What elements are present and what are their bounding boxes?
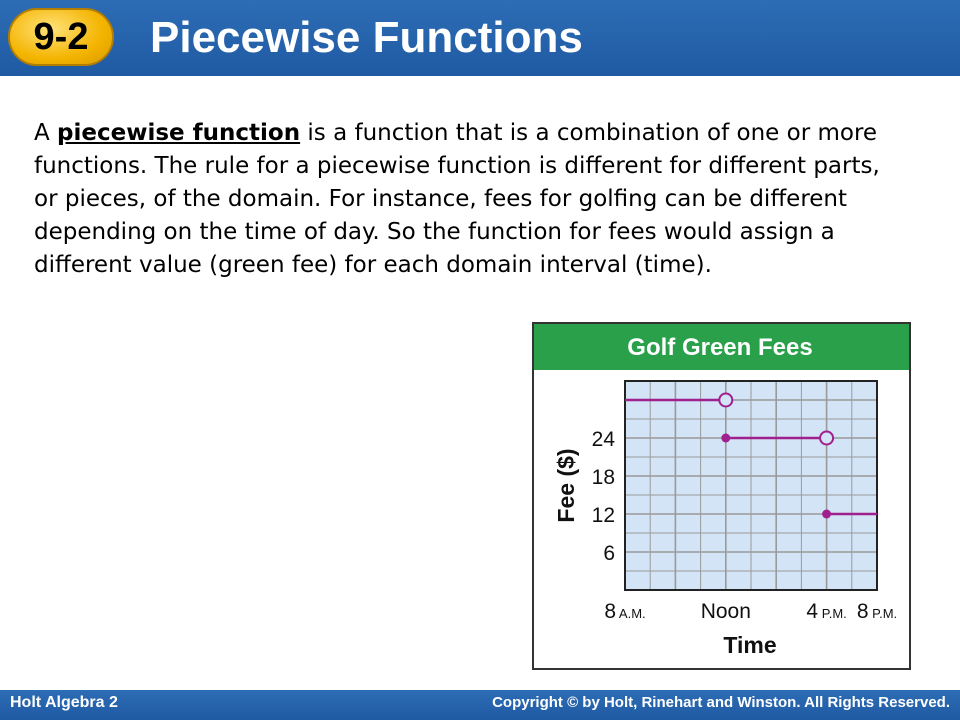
intro-paragraph [34,117,884,282]
lesson-badge [8,8,114,66]
y-tick-label: 24 [591,428,615,451]
open-endpoint [719,394,732,407]
vocabulary-term: piecewise function [57,120,301,146]
intro-start: A [34,120,58,146]
x-tick-label: 8 A.M. [604,600,646,623]
y-tick-label: 12 [591,504,615,527]
chart-title: Golf Green Fees [627,334,813,361]
x-tick-label: 8 P.M. [856,600,898,623]
lesson-number: 9-2 [33,16,89,58]
open-endpoint [820,432,833,445]
golf-fees-chart [532,322,912,672]
y-tick-label: 18 [591,466,615,489]
x-axis-label: Time [723,632,777,658]
x-tick-label: 4 P.M. [806,600,847,623]
footer-bar [0,690,960,720]
closed-endpoint [721,434,730,443]
y-axis-label: Fee ($) [553,448,579,523]
copyright-notice: Copyright © by Holt, Rinehart and Winston. All Rights Reserved. [492,694,950,711]
page-title: Piecewise Functions [150,13,583,62]
header-bar [0,0,960,76]
intro-rest: is a function that is a combination of one or more functions. The rule for a piecewise function is different for different parts, or pieces, of the domain. For instance, fees for golfing can be different depending on the time of day. So the function for fees would assign a different value (green fee) for each domain interval (time). [34,120,880,278]
closed-endpoint [822,510,831,519]
book-title: Holt Algebra 2 [10,694,118,711]
x-tick-label: Noon [700,600,751,623]
y-tick-label: 6 [603,542,615,565]
